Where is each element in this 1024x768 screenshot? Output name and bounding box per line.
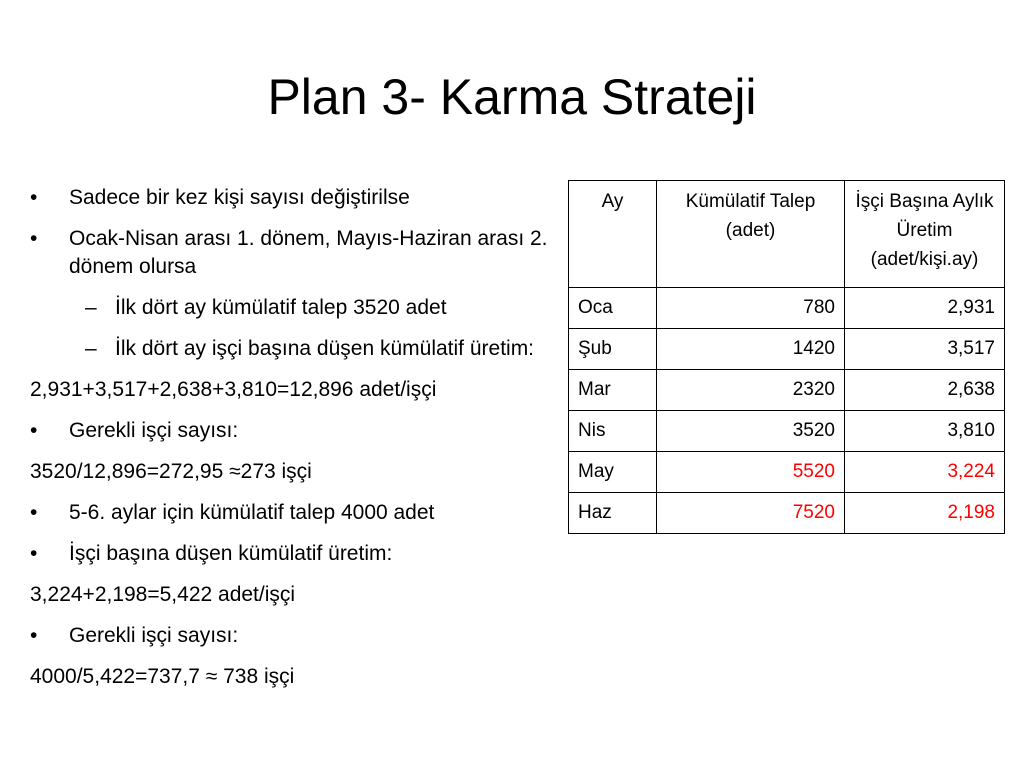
sub-bullet-item: – İlk dört ay işçi başına düşen kümülatif üretim:: [30, 335, 555, 363]
cell-production-highlighted: 2,198: [845, 493, 1005, 534]
header-production-per-worker: İşçi Başına Aylık Üretim (adet/kişi.ay): [845, 181, 1005, 288]
cell-production: 2,638: [845, 370, 1005, 411]
cell-month: Haz: [569, 493, 657, 534]
header-cumulative-demand: Kümülatif Talep (adet): [657, 181, 845, 288]
calculation-line: 4000/5,422=737,7 ≈ 738 işçi: [30, 665, 295, 688]
sub-bullet-item: – İlk dört ay kümülatif talep 3520 adet: [30, 294, 555, 322]
cell-month: Nis: [569, 411, 657, 452]
cell-month: Oca: [569, 288, 657, 329]
calculation-line: 2,931+3,517+2,638+3,810=12,896 adet/işçi: [30, 378, 437, 401]
cell-demand: 1420: [657, 329, 845, 370]
cell-demand-highlighted: 5520: [657, 452, 845, 493]
bullet-item: • Gerekli işçi sayısı:: [30, 417, 555, 445]
table-row: [569, 452, 1005, 493]
calculation-line: 3520/12,896=272,95 ≈273 işçi: [30, 460, 312, 483]
bullet-item: • İşçi başına düşen kümülatif üretim:: [30, 540, 555, 568]
cell-demand: 780: [657, 288, 845, 329]
bullet-item: • Ocak-Nisan arası 1. dönem, Mayıs-Haziran arası 2. dönem olursa: [30, 225, 555, 281]
table-row: [569, 493, 1005, 534]
cell-month: May: [569, 452, 657, 493]
table-header-row: [569, 181, 1005, 288]
bullet-item: • 5-6. aylar için kümülatif talep 4000 adet: [30, 499, 555, 527]
slide-body: [30, 184, 555, 704]
bullet-item: • Sadece bir kez kişi sayısı değiştirilse: [30, 184, 555, 212]
cell-month: Şub: [569, 329, 657, 370]
cell-production: 2,931: [845, 288, 1005, 329]
cell-production: 3,517: [845, 329, 1005, 370]
production-table: [568, 180, 1005, 534]
bullet-item: • Gerekli işçi sayısı:: [30, 622, 555, 650]
table-row: [569, 288, 1005, 329]
table-row: [569, 411, 1005, 452]
slide-title: Plan 3- Karma Strateji: [267, 69, 757, 125]
header-month: Ay: [569, 181, 657, 288]
calculation-line: 3,224+2,198=5,422 adet/işçi: [30, 583, 296, 606]
table-row: [569, 370, 1005, 411]
cell-demand: 3520: [657, 411, 845, 452]
table-row: [569, 329, 1005, 370]
cell-production-highlighted: 3,224: [845, 452, 1005, 493]
cell-production: 3,810: [845, 411, 1005, 452]
cell-demand-highlighted: 7520: [657, 493, 845, 534]
cell-month: Mar: [569, 370, 657, 411]
cell-demand: 2320: [657, 370, 845, 411]
